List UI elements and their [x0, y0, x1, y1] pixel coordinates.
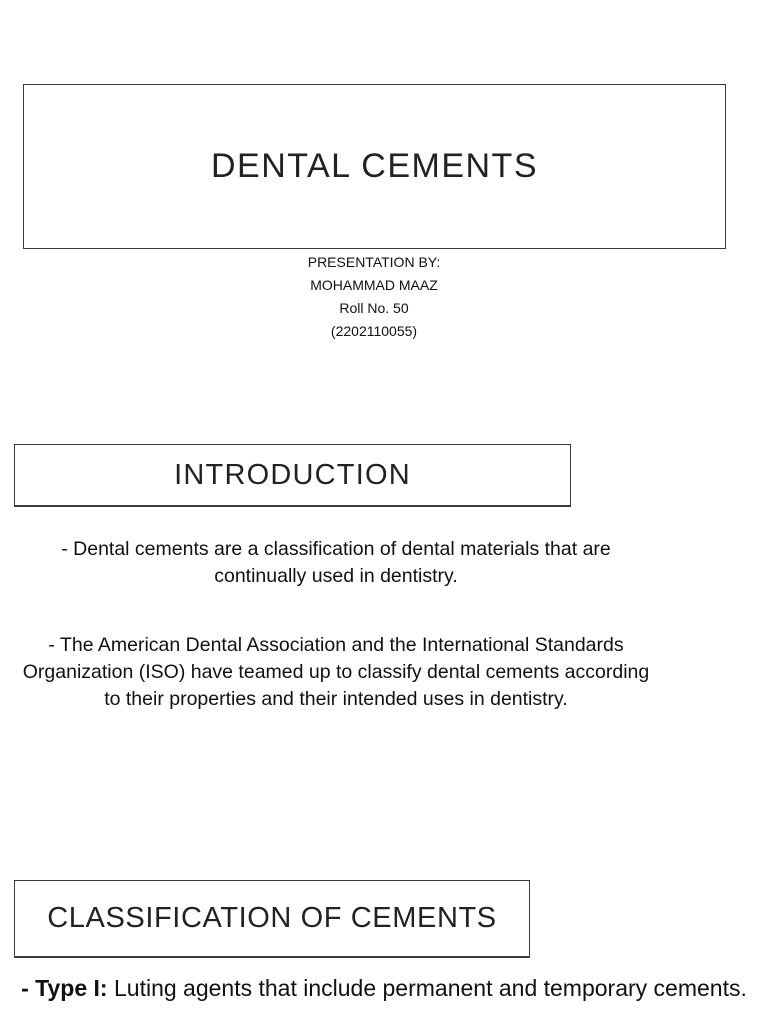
introduction-heading-box	[14, 444, 571, 507]
roll-number: Roll No. 50	[339, 300, 409, 316]
title-slide-box	[23, 84, 726, 249]
presenter-name: MOHAMMAD MAAZ	[310, 277, 438, 293]
classification-heading: CLASSIFICATION OF CEMENTS	[47, 902, 497, 934]
type-1-text: Luting agents that include permanent and temporary cements.	[107, 975, 747, 1001]
type-1-description	[20, 973, 748, 1003]
classification-heading-box	[14, 880, 530, 958]
presentation-title: DENTAL CEMENTS	[210, 147, 539, 185]
presented-by-label: PRESENTATION BY:	[307, 254, 441, 270]
introduction-heading: INTRODUCTION	[174, 458, 411, 491]
type-1-label: - Type I:	[21, 975, 108, 1001]
presenter-info	[224, 251, 524, 343]
student-id: (2202110055)	[330, 323, 418, 339]
intro-paragraph-1: - Dental cements are a classification of dental materials that are continually used in dentistry.	[61, 538, 611, 587]
intro-paragraph-2: - The American Dental Association and the International Standards Organization (ISO) have teamed up to classify dental cements according to their properties and their intended uses in dentistry.	[22, 634, 650, 710]
